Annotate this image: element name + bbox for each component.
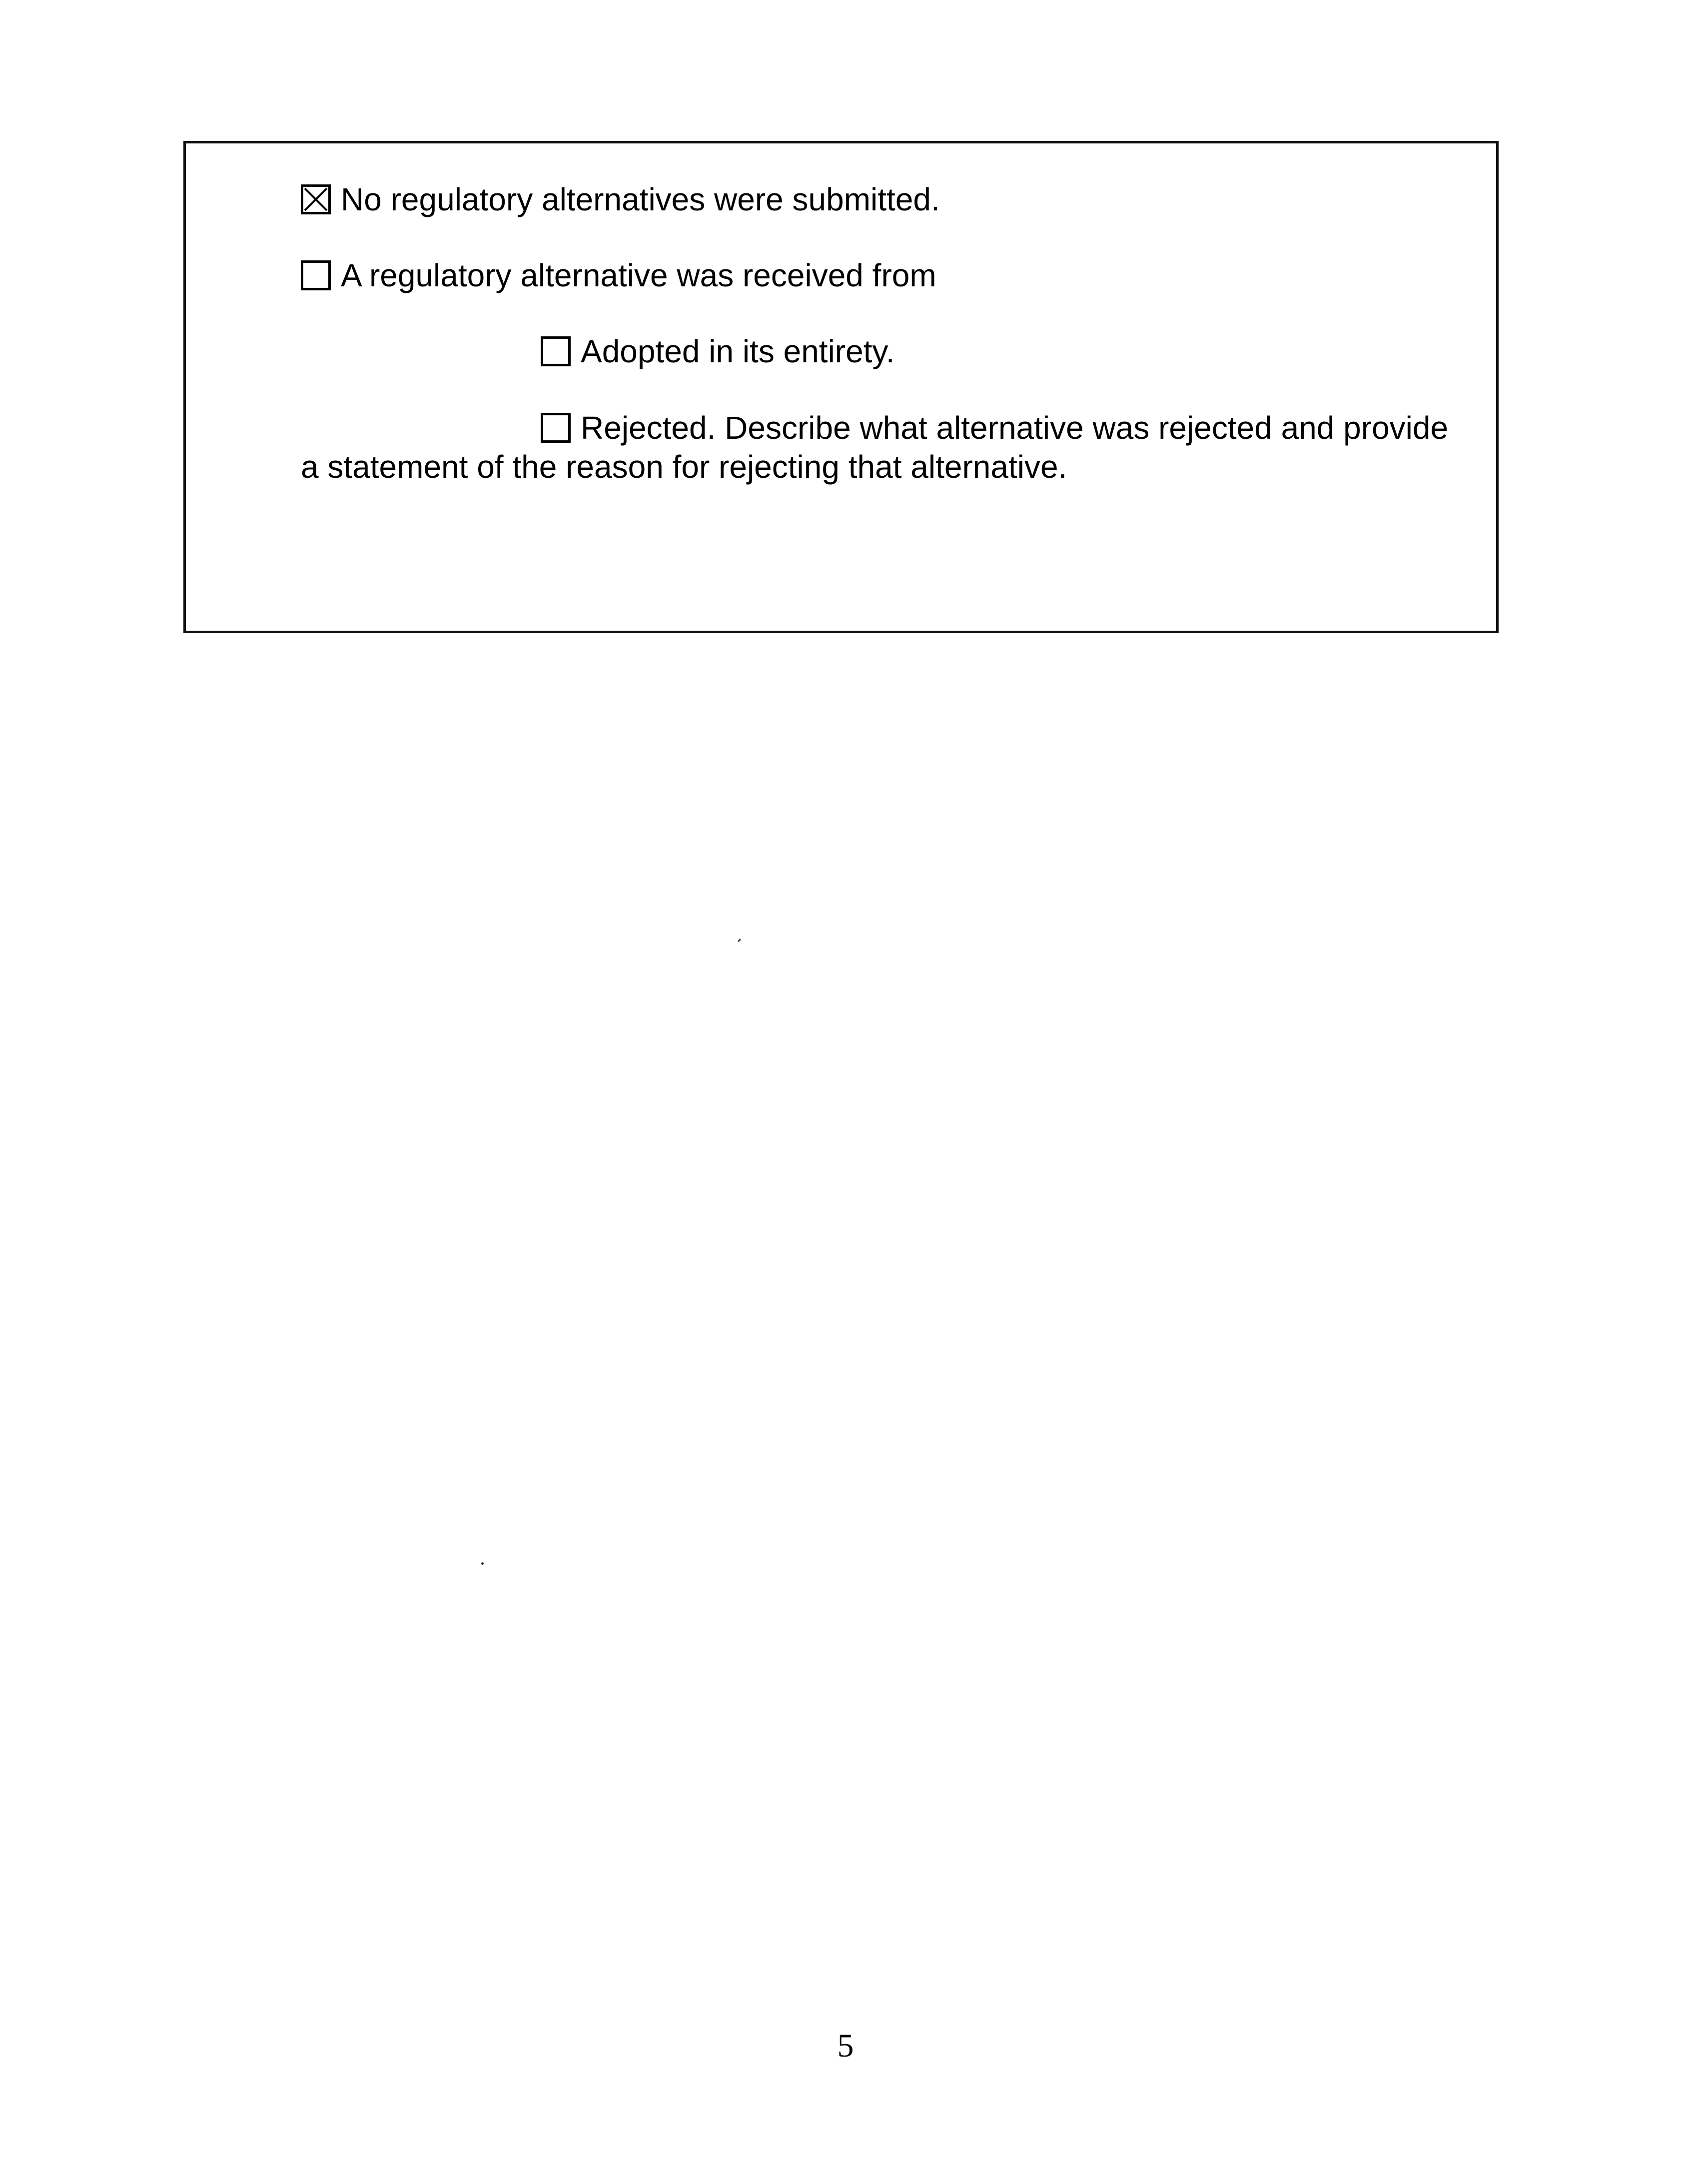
option-label: No regulatory alternatives were submitted.: [341, 181, 940, 217]
rejected-label-line1: Rejected. Describe what alternative was rejected and provide: [581, 410, 1449, 446]
checkbox-unchecked[interactable]: [541, 413, 571, 443]
option-alternative-received[interactable]: [301, 259, 936, 291]
option-adopted[interactable]: [541, 335, 895, 367]
option-rejected[interactable]: [301, 408, 1490, 486]
scan-speck: [738, 939, 741, 942]
option-label: A regulatory alternative was received from: [341, 257, 936, 293]
regulatory-alternatives-box: [183, 141, 1499, 633]
option-no-alternatives[interactable]: [301, 183, 940, 215]
checkbox-unchecked[interactable]: [541, 336, 571, 366]
rejected-label-line2: a statement of the reason for rejecting that alternative.: [301, 449, 1067, 485]
option-label: Adopted in its entirety.: [581, 333, 895, 369]
checkbox-unchecked[interactable]: [301, 260, 331, 290]
checkbox-checked[interactable]: [301, 184, 331, 214]
page-number: 5: [837, 2028, 854, 2064]
check-x-icon: [303, 187, 328, 212]
scan-speck: [481, 1562, 484, 1565]
